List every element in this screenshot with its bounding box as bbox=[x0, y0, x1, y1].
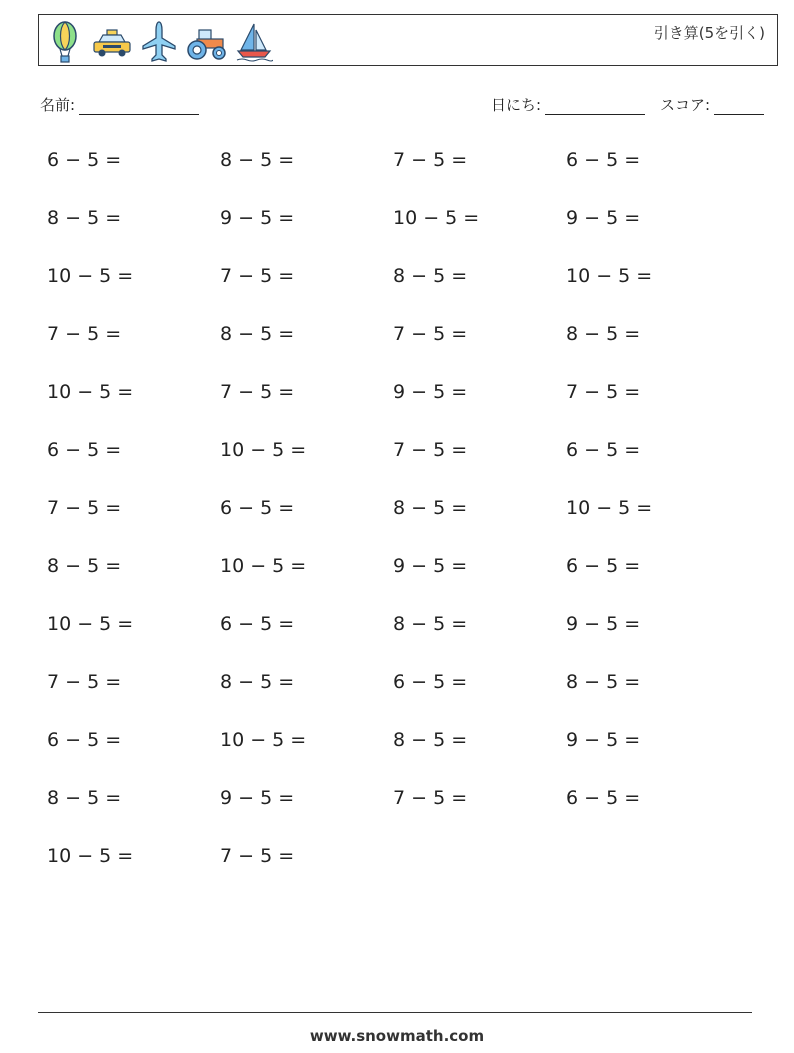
name-label: 名前: bbox=[40, 96, 76, 114]
problem-item: 10 − 5 = bbox=[47, 613, 134, 635]
footer-url: www.snowmath.com bbox=[309, 1027, 485, 1045]
problem-item: 6 − 5 = bbox=[220, 613, 295, 635]
problem-item: 9 − 5 = bbox=[220, 207, 295, 229]
worksheet-title: 引き算(5を引く) bbox=[653, 24, 765, 42]
problem-item: 8 − 5 = bbox=[393, 613, 468, 635]
problem-item: 8 − 5 = bbox=[393, 265, 468, 287]
problem-item: 9 − 5 = bbox=[566, 729, 641, 751]
date-label: 日にち: bbox=[491, 96, 542, 114]
problem-item: 7 − 5 = bbox=[393, 787, 468, 809]
problem-item: 8 − 5 = bbox=[220, 323, 295, 345]
problem-item: 10 − 5 = bbox=[566, 265, 653, 287]
problem-item: 10 − 5 = bbox=[220, 439, 307, 461]
header-icons bbox=[47, 20, 273, 64]
problem-item: 6 − 5 = bbox=[47, 439, 122, 461]
date-field bbox=[491, 94, 645, 115]
problem-item: 7 − 5 = bbox=[393, 439, 468, 461]
problem-item: 9 − 5 = bbox=[566, 613, 641, 635]
problem-item: 10 − 5 = bbox=[393, 207, 480, 229]
problem-item: 6 − 5 = bbox=[393, 671, 468, 693]
score-field bbox=[660, 94, 764, 115]
name-field bbox=[40, 94, 199, 115]
problem-item: 10 − 5 = bbox=[47, 845, 134, 867]
footer-divider bbox=[38, 1012, 752, 1013]
score-blank[interactable] bbox=[714, 98, 764, 115]
problem-item: 7 − 5 = bbox=[47, 323, 122, 345]
problem-item: 8 − 5 = bbox=[566, 323, 641, 345]
problem-item: 6 − 5 = bbox=[47, 729, 122, 751]
worksheet-header bbox=[38, 14, 778, 66]
problem-item: 7 − 5 = bbox=[47, 671, 122, 693]
problem-item: 8 − 5 = bbox=[220, 671, 295, 693]
problem-item: 7 − 5 = bbox=[566, 381, 641, 403]
date-blank[interactable] bbox=[545, 98, 645, 115]
problem-item: 7 − 5 = bbox=[47, 497, 122, 519]
problem-item: 7 − 5 = bbox=[220, 265, 295, 287]
taxi-icon bbox=[91, 20, 133, 64]
problem-item: 10 − 5 = bbox=[47, 265, 134, 287]
problem-item: 8 − 5 = bbox=[220, 149, 295, 171]
problem-item: 6 − 5 = bbox=[566, 555, 641, 577]
problem-item: 7 − 5 = bbox=[393, 323, 468, 345]
problem-item: 10 − 5 = bbox=[220, 555, 307, 577]
hot-air-balloon-icon bbox=[47, 20, 83, 64]
problem-item: 9 − 5 = bbox=[393, 381, 468, 403]
problem-item: 9 − 5 = bbox=[566, 207, 641, 229]
problem-item: 7 − 5 = bbox=[220, 845, 295, 867]
problem-item: 7 − 5 = bbox=[220, 381, 295, 403]
problem-grid bbox=[47, 145, 747, 899]
airplane-icon bbox=[141, 20, 177, 64]
problem-item: 6 − 5 = bbox=[220, 497, 295, 519]
problem-item: 8 − 5 = bbox=[393, 729, 468, 751]
problem-item: 10 − 5 = bbox=[220, 729, 307, 751]
tractor-icon bbox=[185, 20, 227, 64]
score-label: スコア: bbox=[660, 96, 711, 114]
problem-item: 8 − 5 = bbox=[393, 497, 468, 519]
problem-item: 10 − 5 = bbox=[47, 381, 134, 403]
problem-item: 6 − 5 = bbox=[566, 787, 641, 809]
problem-item: 6 − 5 = bbox=[47, 149, 122, 171]
problem-item: 6 − 5 = bbox=[566, 439, 641, 461]
problem-item: 8 − 5 = bbox=[47, 787, 122, 809]
problem-item: 8 − 5 = bbox=[47, 555, 122, 577]
sailboat-icon bbox=[235, 20, 273, 64]
problem-item: 9 − 5 = bbox=[220, 787, 295, 809]
problem-item: 6 − 5 = bbox=[566, 149, 641, 171]
problem-item: 7 − 5 = bbox=[393, 149, 468, 171]
problem-item: 8 − 5 = bbox=[566, 671, 641, 693]
name-blank[interactable] bbox=[79, 98, 199, 115]
problem-item: 10 − 5 = bbox=[566, 497, 653, 519]
problem-item: 9 − 5 = bbox=[393, 555, 468, 577]
problem-item: 8 − 5 = bbox=[47, 207, 122, 229]
